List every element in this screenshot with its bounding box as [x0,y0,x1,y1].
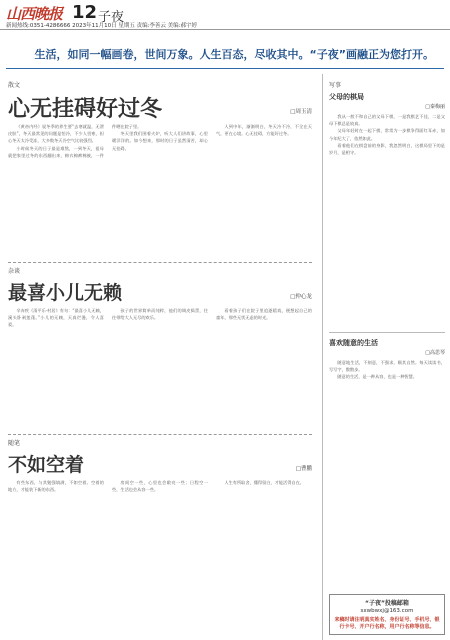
paragraph: 我从一般不和自己的父母下棋，一是我棋艺不佳，二是父母下棋总是较真。 [329,114,445,127]
slogan: 生活，如同一幅画卷，世间万象。人生百态，尽收其中。“子夜”画融正为您打开。 [34,48,434,61]
paragraph: 孩子的世界简单而纯粹，他们的调皮捣蛋，往往带给大人无尽的欢乐。 [112,308,208,321]
article-title: 喜欢随意的生活 [329,339,378,347]
page-number: 12 [72,2,98,23]
masthead-meta: 新闻热线:0351-4286666 2023年11月10日 星期五 责编:李善云 美编:郝宇婷 [6,23,198,29]
masthead [0,0,450,30]
submission-box [329,594,445,635]
section-name: 子夜 [98,10,125,25]
article-title: 心无挂碍好过冬 [8,97,163,122]
paragraph: 有些东西，与其勉强填满，不如空着。空着的地方，才能装下新的东西。 [8,480,104,493]
article-body [329,113,445,331]
article-body [8,123,312,271]
article-divider [8,262,312,263]
section-divider [329,332,445,333]
article-kicker: 杂谈 [8,268,21,275]
right-article-2 [329,338,445,529]
paragraph: 人生有所取舍，懂得留白，才能活得自在。 [224,480,304,485]
left-column [0,74,318,640]
article-title: 最喜小儿无赖 [8,282,123,304]
paragraph: 冬天里我们围着火炉，听大人们讲故事，心里暖洋洋的。如今想来，那时的日子虽然清苦，却心无挂碍。 [112,131,208,151]
paragraph: 随意的生活，是一种从容，也是一种智慧。 [337,374,417,380]
paragraph: 看着他们在棋盘前的身影，我忽然明白，这棋局里下的是岁月，是相守。 [329,142,445,156]
slogan-divider [6,68,444,69]
article-byline: □高思琴 [425,350,445,356]
paragraph: 随意地生活，不刻意，不强求，顺其自然。每天读读书，写写字，散散步。 [329,360,445,373]
article-3 [8,438,312,639]
column-label: 写事 [329,82,342,89]
article-byline: □曹鹏 [295,466,312,472]
article-1 [8,80,312,271]
right-column [322,74,450,640]
article-kicker: 随笔 [8,440,21,447]
article-byline: □周玉清 [290,109,312,115]
paragraph: 小时候冬天的日子最是难熬，一到冬天，祖母就把家里过冬的东西翻出来，棉衣棉裤棉被，一件件晒在院子里。 [8,124,142,158]
article-kicker: 散文 [8,82,21,89]
right-article-1 [329,92,445,331]
submission-email[interactable]: sxwbwxj@163.com [360,608,414,614]
article-body [8,479,312,639]
article-divider [8,434,312,435]
paragraph: 人到中年，渐渐明白，冬天冷不冷，不全在天气，更在心境。心无挂碍，方能好过冬。 [216,124,312,137]
article-title: 父母的棋局 [329,93,364,101]
paragraph: 《黄帝内经》说冬季的养生要“去寒就温，无泄皮肤”，冬天最常见的问题是怕冷，不少人畏寒，担心冬天太冷受冻，大多数冬天冷空气比较强烈。 [8,124,104,144]
paragraph: 父母年轻时在一起下棋，常常为一步棋争得面红耳赤，如今年纪大了，依然如此。 [329,128,445,141]
article-2 [8,266,312,441]
paragraph: 辛弃疾《清平乐·村居》有句：“最喜小儿无赖，溪头卧剥莲蓬。”小儿的无赖，天真烂漫，令人喜爱。 [8,308,104,328]
submission-title: “子夜”投稿邮箱 [365,600,409,607]
article-byline: □仲心龙 [290,294,312,300]
article-title: 不如空着 [8,454,85,476]
article-body [329,359,445,529]
paragraph: 房间空一些，心里也会敞亮一些；日程空一些，生活也会从容一些。 [112,480,208,493]
article-body [8,307,312,441]
newspaper-logo: 山西晚报 [6,5,63,23]
submission-note: 来稿时请注明真实姓名、身份证号、手机号、银行卡号、开户行名称，用户行名称等信息。 [334,617,440,630]
article-byline: □秦梅丽 [425,104,445,110]
paragraph: 看着孩子们在院子里追逐嬉戏，便想起自己的童年，那些无忧无虑的时光。 [216,308,312,321]
